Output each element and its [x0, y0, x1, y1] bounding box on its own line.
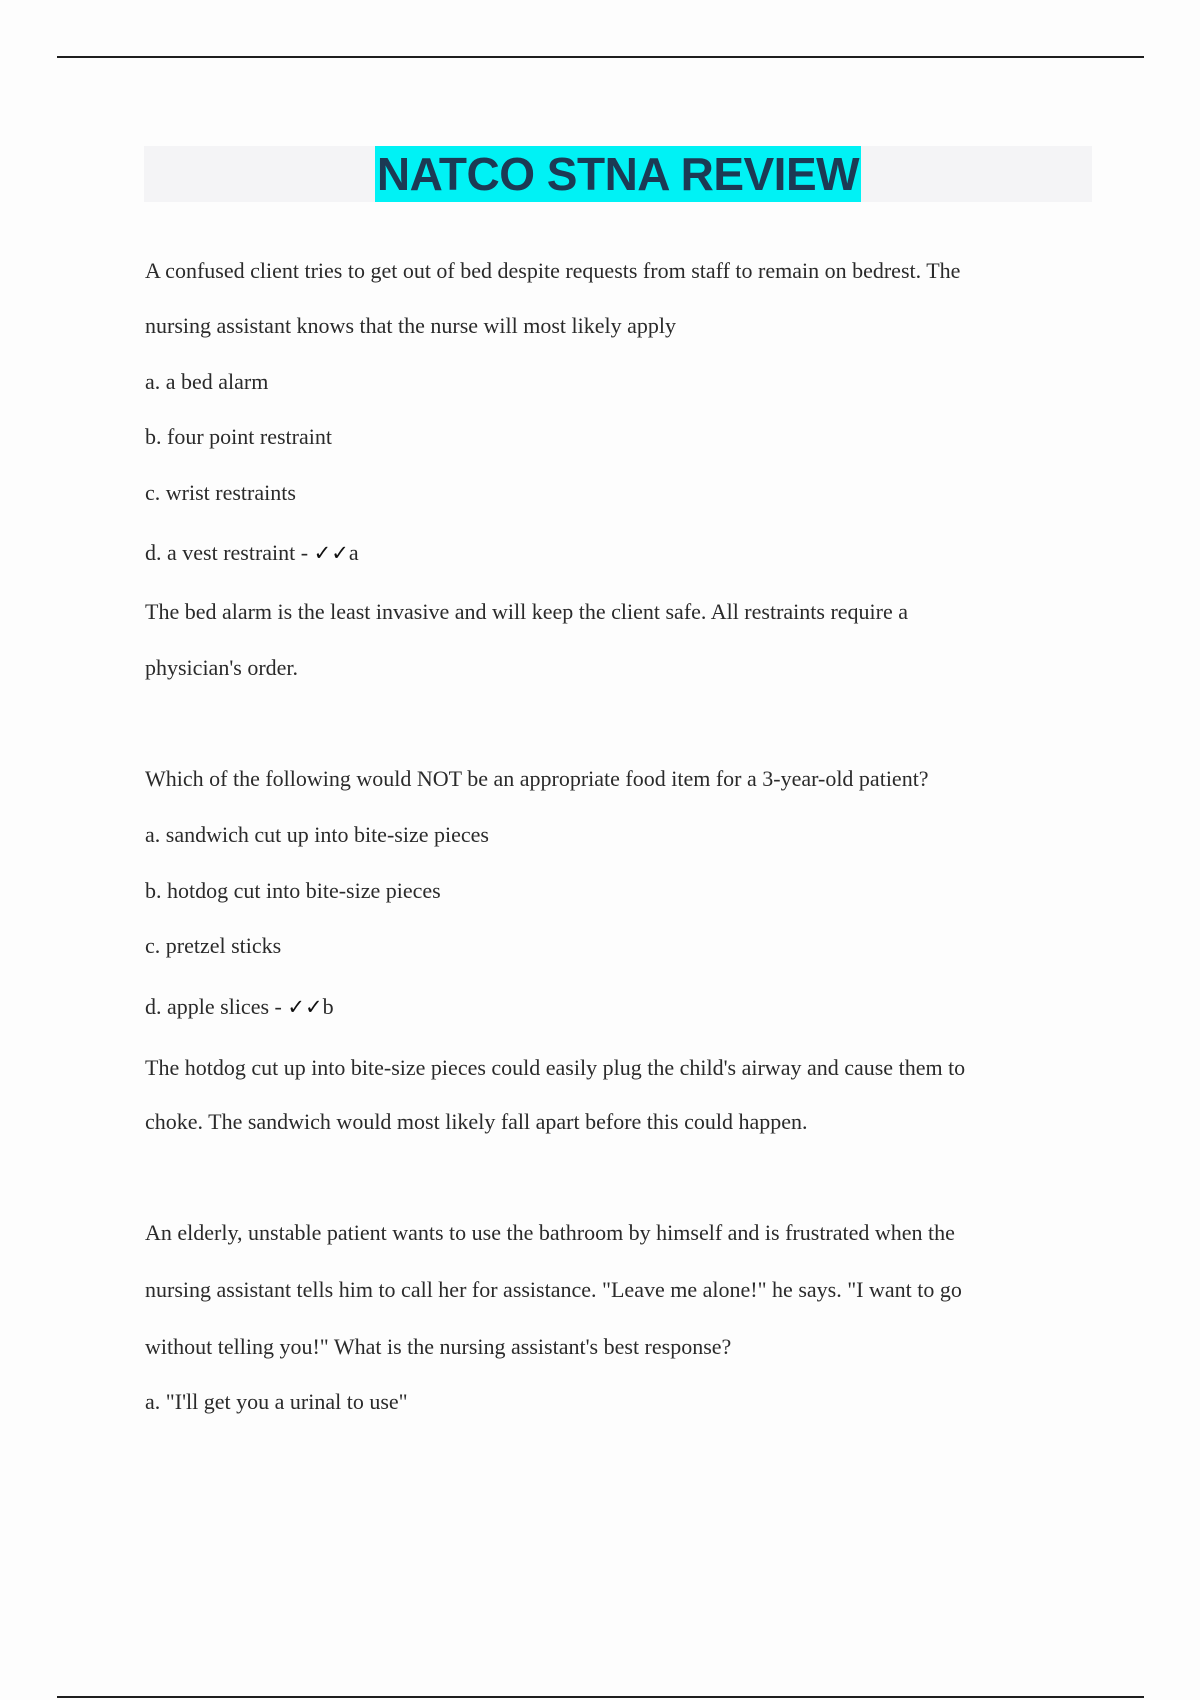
- question-1-answer: a: [348, 540, 359, 565]
- question-2-option-d: [145, 992, 334, 1022]
- question-2-option-a: a. sandwich cut up into bite-size pieces: [145, 822, 489, 847]
- question-3-stem-line-2: nursing assistant tells him to call her for assistance. "Leave me alone!" he says. "I want to go: [145, 1277, 962, 1302]
- double-check-icon: ✓✓: [287, 995, 323, 1019]
- question-1-option-d: [145, 538, 359, 568]
- question-1-stem-line-2: nursing assistant knows that the nurse will most likely apply: [145, 313, 677, 338]
- question-2-option-b: b. hotdog cut into bite-size pieces: [145, 878, 441, 903]
- question-1-option-b: b. four point restraint: [145, 424, 332, 449]
- header-rule: [57, 56, 1144, 58]
- question-2-option-d-text: d. apple slices -: [145, 994, 288, 1019]
- title-banner: [144, 146, 1092, 202]
- question-3-stem-line-1: An elderly, unstable patient wants to use the bathroom by himself and is frustrated when the: [145, 1220, 955, 1245]
- footer-rule: [57, 1696, 1144, 1698]
- question-2-explanation-line-1: The hotdog cut up into bite-size pieces could easily plug the child's airway and cause them to: [145, 1055, 966, 1080]
- question-2-option-c: c. pretzel sticks: [145, 933, 282, 958]
- question-1-stem-line-1: A confused client tries to get out of bed despite requests from staff to remain on bedrest. The: [145, 258, 961, 283]
- question-2-answer: b: [322, 994, 334, 1019]
- question-3-stem-line-3: without telling you!" What is the nursing assistant's best response?: [145, 1334, 732, 1359]
- question-2-stem-line-1: Which of the following would NOT be an appropriate food item for a 3-year-old patient?: [145, 766, 929, 791]
- question-2-explanation-line-2: choke. The sandwich would most likely fall apart before this could happen.: [145, 1109, 808, 1134]
- double-check-icon: ✓✓: [313, 541, 349, 565]
- question-1-explanation-line-1: The bed alarm is the least invasive and will keep the client safe. All restraints require a: [145, 599, 909, 624]
- question-1-option-c: c. wrist restraints: [145, 480, 296, 505]
- document-title: NATCO STNA REVIEW: [376, 148, 860, 200]
- question-1-option-a: a. a bed alarm: [145, 369, 269, 394]
- question-1-option-d-text: d. a vest restraint -: [145, 540, 314, 565]
- question-3-option-a: a. "I'll get you a urinal to use": [145, 1389, 408, 1414]
- question-1-explanation-line-2: physician's order.: [145, 655, 299, 680]
